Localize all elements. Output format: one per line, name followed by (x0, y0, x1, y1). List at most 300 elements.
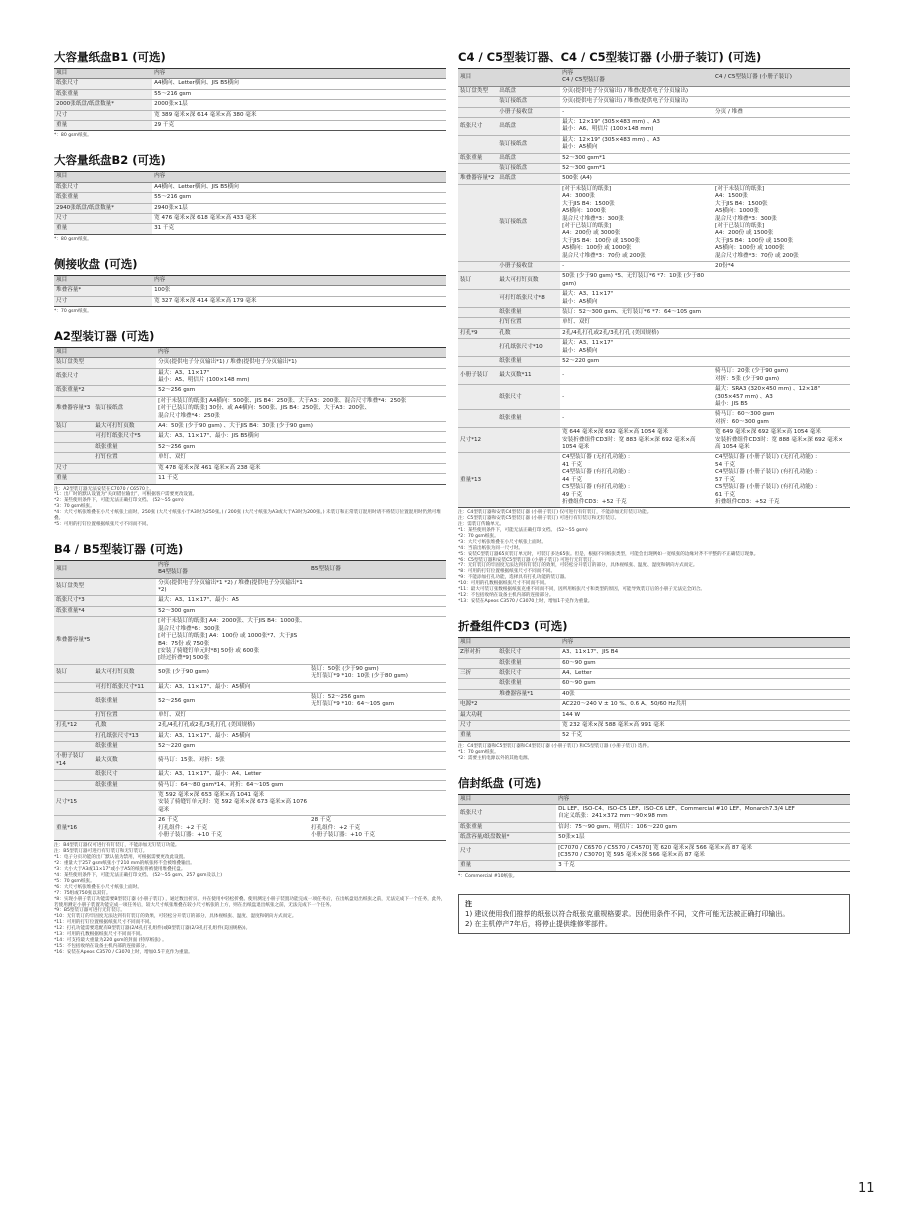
row-value: 最大：A3、11×17"、最小：A5横向 (156, 731, 309, 741)
footnote: *：70 gsm纸张。 (54, 308, 92, 314)
table-row (54, 89, 446, 99)
row-value: [对于未装订的纸张] A4：3000张 大于JIS B4：1500张 A5横向：1000张 混合尺寸堆叠*3：300张 [对于已装订的纸张] A4：200份 或 3000张 大于JIS B4：100份 或 1500张 A5横向：100份 或 1000张 混合尺寸堆叠*3：70份 或 200张 (560, 184, 713, 261)
table-row (54, 358, 446, 368)
table-row (458, 822, 850, 832)
row-sublabel: 纸张重量 (497, 410, 560, 428)
table-row (458, 658, 850, 668)
row-label: 重量 (54, 121, 152, 131)
footnote: 注：C5型装订器和安装C5型装订器 (小册子装订) 可进行有钉装订和无钉装订。 (458, 516, 620, 522)
row-sublabel: 小册子接收盘 (497, 107, 560, 117)
left-column (54, 50, 446, 970)
row-value (713, 86, 850, 96)
row-sublabel: 最大可打钉页数 (497, 272, 560, 290)
table-row (458, 86, 850, 96)
header-cell: 内容 (560, 637, 850, 647)
header-cell (93, 560, 156, 578)
table-row (458, 97, 850, 107)
row-value: - (560, 107, 713, 117)
row-label: 纸张重量 (458, 153, 497, 163)
header-cell: 项目 (54, 172, 152, 182)
row-label: 纸张重量 (54, 89, 152, 99)
row-sublabel: 纸张尺寸 (497, 669, 560, 679)
row-label (458, 135, 497, 153)
row-value (309, 721, 446, 731)
row-label (54, 432, 93, 442)
spec-table (458, 68, 850, 508)
row-label: 重量*16 (54, 816, 93, 841)
table-row (54, 286, 446, 296)
footnote: *4：大尺寸纸张堆叠在小尺寸纸张上面时，250张 (大尺寸纸张小于A3时为250张。) / 200张 (大尺寸纸张为A3或大于A3时为200张。) 未装订和正常装订混用时请不将装订位置混用时仍然可堆叠。 (54, 510, 441, 522)
right-column (458, 50, 850, 934)
row-label: 装订盘类型 (54, 358, 93, 368)
footnotes (54, 309, 446, 315)
notice-title: 注 (465, 899, 472, 908)
table-row (458, 700, 850, 710)
header-cell: 项目 (54, 560, 93, 578)
row-label: 堆叠容量* (54, 286, 152, 296)
footnote: *16：安装在Apeos C3570 / C3070上时，增加0.5千克作为重量。 (54, 949, 193, 955)
table-row (54, 692, 446, 710)
row-label: 尺寸 (54, 463, 93, 473)
row-value: 52～256 gsm (156, 386, 446, 396)
row-value (309, 682, 446, 692)
table-row (54, 752, 446, 770)
table-row (458, 184, 850, 261)
row-value: 52～300 gsm*1 (560, 153, 713, 163)
row-sublabel: 打钉位置 (93, 710, 156, 720)
table-row (458, 107, 850, 117)
row-value: 52～220 gsm (156, 741, 309, 751)
footnote: *3：大小大于A3或11×17"或小于A5的纸张将被使用堆叠托盘。 (54, 867, 186, 873)
row-label: 纸张尺寸 (54, 182, 152, 192)
row-label (54, 731, 93, 741)
row-label: 纸张重量*4 (54, 606, 93, 616)
table-row (54, 100, 446, 110)
footnote: *：80 gsm纸张。 (54, 133, 92, 139)
header-cell: 项目 (458, 794, 556, 804)
header-cell: 项目 (54, 347, 93, 357)
header-cell: B5型装订器 (309, 560, 446, 578)
table-header-row (54, 69, 446, 79)
table-row (458, 843, 850, 861)
row-value: 信封：75～90 gsm、明信片：106～220 gsm (556, 822, 850, 832)
spec-table (458, 794, 850, 872)
table-row (458, 307, 850, 317)
row-value: A3、11×17"、JIS B4 (560, 648, 850, 658)
row-value (713, 328, 850, 338)
table-row (458, 428, 850, 453)
spec-table (54, 275, 446, 307)
footnote: *8：可用的打钉位置根据纸张尺寸不同而不同。 (458, 569, 556, 575)
footnote: *6：大尺寸纸张堆叠在小尺寸纸张上面时。 (54, 884, 142, 890)
footnote: *8：实现小册子装订功能需要B型装订器 (小册子装订) ，通过数出折页、并在使用中轻松折叠。使用测定小册子装置功能完成一项任务后，在出纸盘退出纸张之前，无法完成下一个任务，此外，若使用测定小册子装置功能完成一项任务后，较大尺寸纸张堆叠在较小尺寸纸张的上方，则在出纸盘退出纸张之前，无法完成下一个任务。 (54, 896, 446, 908)
header-cell (93, 347, 156, 357)
footnote: *13：安装在Apeos C3570 / C3070上时，增加1千克作为重量。 (458, 598, 593, 604)
row-value: 分页(提供电子分页输出*1) / 堆叠(提供电子分页输出*1) (156, 358, 446, 368)
header-cell: 内容 C4 / C5型装订器 (560, 69, 713, 87)
footnote: *4：当前出纸张为同一尺寸时。 (458, 545, 523, 551)
row-sublabel (93, 816, 156, 841)
row-sublabel: 纸张重量 (93, 780, 156, 790)
row-sublabel: 打钉位置 (497, 318, 560, 328)
spec-table (54, 171, 446, 234)
row-sublabel: 纸张尺寸 (93, 770, 156, 780)
row-value: 宽 232 毫米×深 588 毫米×高 991 毫米 (560, 721, 850, 731)
row-label (458, 357, 497, 367)
row-label: 重量*13 (458, 453, 497, 508)
row-value: 宽 592 毫米×深 653 毫米×高 1041 毫米 安装了骑缝钉单元时：宽 592 毫米×深 673 毫米×高 1076 毫米 (156, 791, 309, 816)
row-value: 最大：A3、11×17"、最小：JIS B5横向 (156, 432, 446, 442)
row-value: 100张 (152, 286, 446, 296)
spec-section (458, 50, 850, 605)
row-value: [C7070 / C6570 / C5570 / C4570] 宽 620 毫米×深 566 毫米×高 87 毫米 [C3570 / C3070] 宽 595 毫米×深 566 毫米×高 87 毫米 (556, 843, 850, 861)
footnotes (458, 510, 850, 605)
section-title: 大容量纸盘B1 (可选) (54, 50, 166, 64)
row-label (458, 307, 497, 317)
row-label: 尺寸*12 (458, 428, 497, 453)
row-label (458, 679, 497, 689)
row-sublabel: 装订接纸盘 (497, 135, 560, 153)
table-row (458, 261, 850, 271)
table-row (458, 731, 850, 741)
row-label (458, 107, 497, 117)
row-value: 52～256 gsm (156, 692, 309, 710)
footnotes (458, 874, 850, 880)
row-label (458, 658, 497, 668)
table-row (458, 367, 850, 385)
table-row (458, 861, 850, 871)
row-label: 装订盘类型 (54, 578, 93, 596)
section-title: 信封纸盘 (可选) (458, 775, 542, 790)
table-row (458, 669, 850, 679)
row-value: 骑马订：64～80 gsm*14、对折：64～105 gsm (156, 780, 309, 790)
table-row (54, 396, 446, 421)
table-header-row (458, 637, 850, 647)
row-label (54, 780, 93, 790)
header-cell: 项目 (458, 637, 497, 647)
footnote: *12：打孔功能需要选配有B型装订器(2/4孔打孔组件)或B型装订器(2/3孔打孔组件(美国规格))。 (54, 926, 251, 932)
row-value (309, 617, 446, 664)
table-row (54, 780, 446, 790)
row-sublabel (497, 428, 560, 453)
table-row (458, 385, 850, 410)
row-value: 最大：A3、11×17" 最小：A5横向 (560, 290, 713, 308)
header-cell: 内容 (152, 275, 446, 285)
table-row (458, 272, 850, 290)
row-label (54, 682, 93, 692)
row-sublabel: 小册子接收盘 (497, 261, 560, 271)
spec-section (458, 619, 850, 762)
table-row (54, 386, 446, 396)
footnote: *3：70 gsm纸张。 (54, 504, 95, 510)
table-row (54, 710, 446, 720)
spec-table (54, 347, 446, 485)
row-sublabel: 纸张尺寸 (497, 648, 560, 658)
row-label (54, 692, 93, 710)
row-sublabel (93, 358, 156, 368)
spec-section (54, 329, 446, 528)
table-row (54, 296, 446, 306)
row-sublabel: 纸张重量 (497, 307, 560, 317)
table-row (458, 689, 850, 699)
footnote: *7：无钉装订的牢固度无法达到有钉装订的效果，可轻松分开装订的部分，具体视纸张、温度、湿度和朝向方式而定。 (458, 563, 698, 569)
row-sublabel (93, 368, 156, 386)
row-value (713, 307, 850, 317)
row-label: 尺寸 (54, 296, 152, 306)
row-value (309, 770, 446, 780)
row-value (713, 118, 850, 136)
footnote: *5：70 gsm纸张。 (54, 878, 95, 884)
footnote: *2：70 gsm纸张。 (458, 533, 499, 539)
spec-section (54, 257, 446, 315)
footnote: *5：安装C型装订器65页装订单元时，可装订多达65张。但是，根据不同纸张类型，可能会出现例如一宽纸张的边缘对齐不平整的不正确装订现象。 (458, 551, 759, 557)
row-value (309, 710, 446, 720)
footnote: *3：大尺寸纸张堆叠在小尺寸纸张上面时。 (458, 539, 546, 545)
row-label (458, 339, 497, 357)
table-row (458, 679, 850, 689)
row-sublabel: 纸张重量 (497, 658, 560, 668)
row-label (54, 741, 93, 751)
row-value (309, 731, 446, 741)
table-row (458, 118, 850, 136)
table-row (54, 682, 446, 692)
row-value: 26 千克 打孔组件：+2 千克 小册子装订器：+10 千克 (156, 816, 309, 841)
row-label: 尺寸 (54, 110, 152, 120)
row-sublabel: 装订接纸盘 (497, 97, 560, 107)
row-label: 纸盘容量/纸盘数量* (458, 833, 556, 843)
row-label: 小册子装订*14 (54, 752, 93, 770)
footnote: *7：75组或750张以双钉。 (54, 890, 111, 896)
row-sublabel (497, 710, 560, 720)
row-sublabel (497, 731, 560, 741)
table-row (54, 213, 446, 223)
row-sublabel: 打孔纸张尺寸*10 (497, 339, 560, 357)
row-sublabel (497, 721, 560, 731)
row-label: 2000张纸盘/纸盘数量* (54, 100, 152, 110)
row-value: [对于未装订的纸张] A4：1500张 大于JIS B4：1500张 A5横向：1000张 混合尺寸堆叠*3：300张 [对于已装订的纸张] A4：200份 或 1500张 大于JIS B4：100份 或 1500张 A5横向：100份 或 1000张 混合尺寸堆叠*3：70份 或 200张 (713, 184, 850, 261)
header-cell: 内容 (152, 69, 446, 79)
row-value: 最大：SRA3 (320×450 mm) 、12×18" (305×457 mm) 、A3 最小：JIS B5 (713, 385, 850, 410)
row-value: - (560, 261, 713, 271)
footnote: 注：B4型装订器仅可进行有钉装订，不能添加无钉装订功能。 (54, 843, 180, 849)
row-label: 纸张尺寸 (458, 805, 556, 823)
row-sublabel (497, 453, 560, 508)
row-label: 重量 (54, 224, 152, 234)
table-row (458, 453, 850, 508)
spec-table (54, 560, 446, 842)
row-value: 40张 (560, 689, 850, 699)
table-row (54, 422, 446, 432)
row-sublabel (93, 617, 156, 664)
spec-section (54, 153, 446, 242)
row-value: 分页(提供电子分页输出) / 堆叠(提供电子分页输出) (560, 97, 713, 107)
row-value: 分页(提供电子分页输出) / 堆叠(提供电子分页输出) (560, 86, 713, 96)
section-title: 折叠组件CD3 (可选) (458, 618, 568, 633)
table-row (54, 453, 446, 463)
row-label: 尺寸 (54, 213, 152, 223)
footnote: *10：无钉装订的牢固度无法达到有钉装订的效果，可轻松分开装订的部分，具体视纸张、温度、湿度和朝向方式而定。 (54, 914, 297, 920)
row-value: 50张×1层 (556, 833, 850, 843)
row-value (309, 578, 446, 596)
row-value: 11 千克 (156, 474, 446, 484)
section-title: A2型装订器 (可选) (54, 328, 155, 343)
footnote: *11：可用的打钉位置根据纸张尺寸不同而不同。 (54, 920, 155, 926)
footnote: *1：电子分页功能的出厂默认值为禁用，可根据需要更改此设置。 (54, 855, 188, 861)
table-row (54, 121, 446, 131)
row-sublabel: 最大可打钉页数 (93, 664, 156, 682)
row-value: C4型装订器 (无打孔功能) ： 41 千克 C4型装订器 (有打孔功能) ： 44 千克 C5型装订器 (有打孔功能) ： 49 千克 折叠组件CD3：+52 千克 (560, 453, 713, 508)
row-value: 宽 644 毫米×深 692 毫米×高 1054 毫米 安装折叠组件CD3时：宽 883 毫米×深 692 毫米×高 1054 毫米 (560, 428, 713, 453)
table-row (54, 110, 446, 120)
table-header-row (54, 560, 446, 578)
table-row (54, 193, 446, 203)
table-row (54, 368, 446, 386)
row-value: 最大：A3、11×17"、最小：A5横向 (156, 682, 309, 692)
row-value: 2000张×1层 (152, 100, 446, 110)
row-label: 重量 (458, 731, 497, 741)
row-label: 纸张尺寸 (54, 79, 152, 89)
header-cell: 内容 (156, 347, 446, 357)
table-row (458, 135, 850, 153)
header-cell: 项目 (458, 69, 497, 87)
table-row (54, 731, 446, 741)
row-value: - (560, 410, 713, 428)
row-sublabel (93, 606, 156, 616)
row-value: 骑马订：15张、对折：5张 (156, 752, 309, 770)
table-row (54, 606, 446, 616)
row-value: 52～300 gsm (156, 606, 309, 616)
notice-line: 2) 在主机停产7年后，将停止提供维修零部件。 (465, 919, 612, 928)
row-value: 52～220 gsm (560, 357, 713, 367)
table-row (54, 741, 446, 751)
table-row (54, 442, 446, 452)
footnotes (54, 487, 446, 528)
row-value (713, 97, 850, 107)
row-value (309, 752, 446, 770)
header-cell (497, 637, 560, 647)
footnote: *9：不能添加打孔功能，选择具有打孔功能的装订器。 (458, 575, 569, 581)
footnote: *：80 gsm纸张。 (54, 236, 92, 242)
footnote: *2：重量大于257 gsm纸张小于210 mm的纸张将不会被堆叠输出。 (54, 861, 195, 867)
row-sublabel: 出纸盘 (497, 153, 560, 163)
row-value (713, 135, 850, 153)
row-value: 骑马订：20张 (少于90 gsm) 对折：5张 (少于90 gsm) (713, 367, 850, 385)
row-sublabel: 纸张重量 (497, 357, 560, 367)
row-label (54, 453, 93, 463)
row-value: 单钉、双钉 (560, 318, 713, 328)
row-sublabel (93, 463, 156, 473)
table-row (54, 596, 446, 606)
row-sublabel: 可打钉纸张尺寸*8 (497, 290, 560, 308)
footnote: *15：不包括收纳在设备主机内部的连接部分。 (54, 943, 150, 949)
table-row (54, 203, 446, 213)
footnote: *11：最大可装订张数根据纸张克重不同而不同，因所用纸张尺寸和类型的原因，可能导致装订后的小册子无法完全闭合。 (458, 587, 706, 593)
row-label (458, 261, 497, 271)
row-label: 装订 (54, 664, 93, 682)
table-row (54, 664, 446, 682)
table-row (458, 339, 850, 357)
table-row (458, 153, 850, 163)
footnote: 注：需装订传输单元。 (458, 522, 504, 528)
section-title: C4 / C5型装订器、C4 / C5型装订器 (小册子装订) (可选) (458, 50, 762, 64)
row-value: 500张 (A4) (560, 174, 713, 184)
row-label (54, 710, 93, 720)
row-label (458, 385, 497, 410)
row-sublabel: 装订接纸盘 (93, 396, 156, 421)
row-value: A4、Letter (560, 669, 850, 679)
table-row (458, 805, 850, 823)
table-row (458, 833, 850, 843)
row-value: - (560, 385, 713, 410)
row-sublabel: 出纸盘 (497, 86, 560, 96)
row-label: 纸张尺寸 (458, 118, 497, 136)
row-sublabel: 纸张重量 (93, 442, 156, 452)
row-value: - (560, 367, 713, 385)
footnote: 注：B5型装订器可进行有钉装订和无钉装订。 (54, 849, 148, 855)
row-sublabel: 纸张尺寸 (497, 385, 560, 410)
table-header-row (458, 794, 850, 804)
row-sublabel (93, 596, 156, 606)
footnote: 注：C4型装订器和C5型装订器和C4型装订器 (小册子装订) 和C5型装订器 (小册子装订) 选件。 (458, 743, 652, 749)
row-value (309, 791, 446, 816)
row-label (54, 770, 93, 780)
row-value: C4型装订器 (小册子装订) (无打孔功能) ： 54 千克 C4型装订器 (小册子装订) (有打孔功能) ： 57 千克 C5型装订器 (小册子装订) (有打孔功能) ： 61 千克 折叠组件CD3：+52 千克 (713, 453, 850, 508)
table-row (54, 224, 446, 234)
table-header-row (54, 172, 446, 182)
row-value: 2孔/4孔打孔或2孔/3孔打孔 (美国规格) (156, 721, 309, 731)
row-sublabel: 最大可打钉页数 (93, 422, 156, 432)
footnote: 注：A2型装订器无法安装在C7070 / C6570上。 (54, 486, 155, 492)
row-value: 28 千克 打孔组件：+2 千克 小册子装订器：+10 千克 (309, 816, 446, 841)
table-row (54, 816, 446, 841)
row-sublabel (497, 700, 560, 710)
notice-box (458, 894, 850, 934)
row-value: 60～90 gsm (560, 658, 850, 668)
row-label: 纸张重量*2 (54, 386, 93, 396)
row-value: 最大：A3、11×17"、最小：A5 (156, 596, 309, 606)
row-value: 2940张×1层 (152, 203, 446, 213)
row-value (713, 164, 850, 174)
table-row (54, 770, 446, 780)
header-cell (497, 69, 560, 87)
header-cell: 项目 (54, 275, 152, 285)
row-sublabel: 孔数 (497, 328, 560, 338)
row-label: 重量 (458, 861, 556, 871)
row-value (713, 290, 850, 308)
row-sublabel: 打孔纸张尺寸*13 (93, 731, 156, 741)
row-label: 打孔*9 (458, 328, 497, 338)
row-value: 50张 (少于90 gsm) *5、无钉装订*6 *7：10张 (少于80 gsm) (560, 272, 713, 290)
row-value: 装订：52～256 gsm 无钉装订*9 *10：64～105 gsm (309, 692, 446, 710)
table-row (54, 432, 446, 442)
footnote: *5：可用的打钉位置根据纸张尺寸不同而不同。 (54, 521, 152, 527)
row-label: 装订盘类型 (458, 86, 497, 96)
header-cell: 内容 (556, 794, 850, 804)
row-label: 装订 (458, 272, 497, 290)
row-label: 重量 (54, 474, 93, 484)
table-row (458, 410, 850, 428)
row-value: 宽 478 毫米×深 461 毫米×高 238 毫米 (156, 463, 446, 473)
header-cell: 项目 (54, 69, 152, 79)
row-sublabel: 纸张重量 (497, 679, 560, 689)
row-value: 骑马订：60～300 gsm 对折：60～300 gsm (713, 410, 850, 428)
row-value: 最大：A3、11×17"、最小：A4、Letter (156, 770, 309, 780)
row-label: 尺寸*15 (54, 791, 93, 816)
row-sublabel: 装订接纸盘 (497, 164, 560, 174)
table-row (458, 290, 850, 308)
row-label (458, 97, 497, 107)
row-value: 29 千克 (152, 121, 446, 131)
